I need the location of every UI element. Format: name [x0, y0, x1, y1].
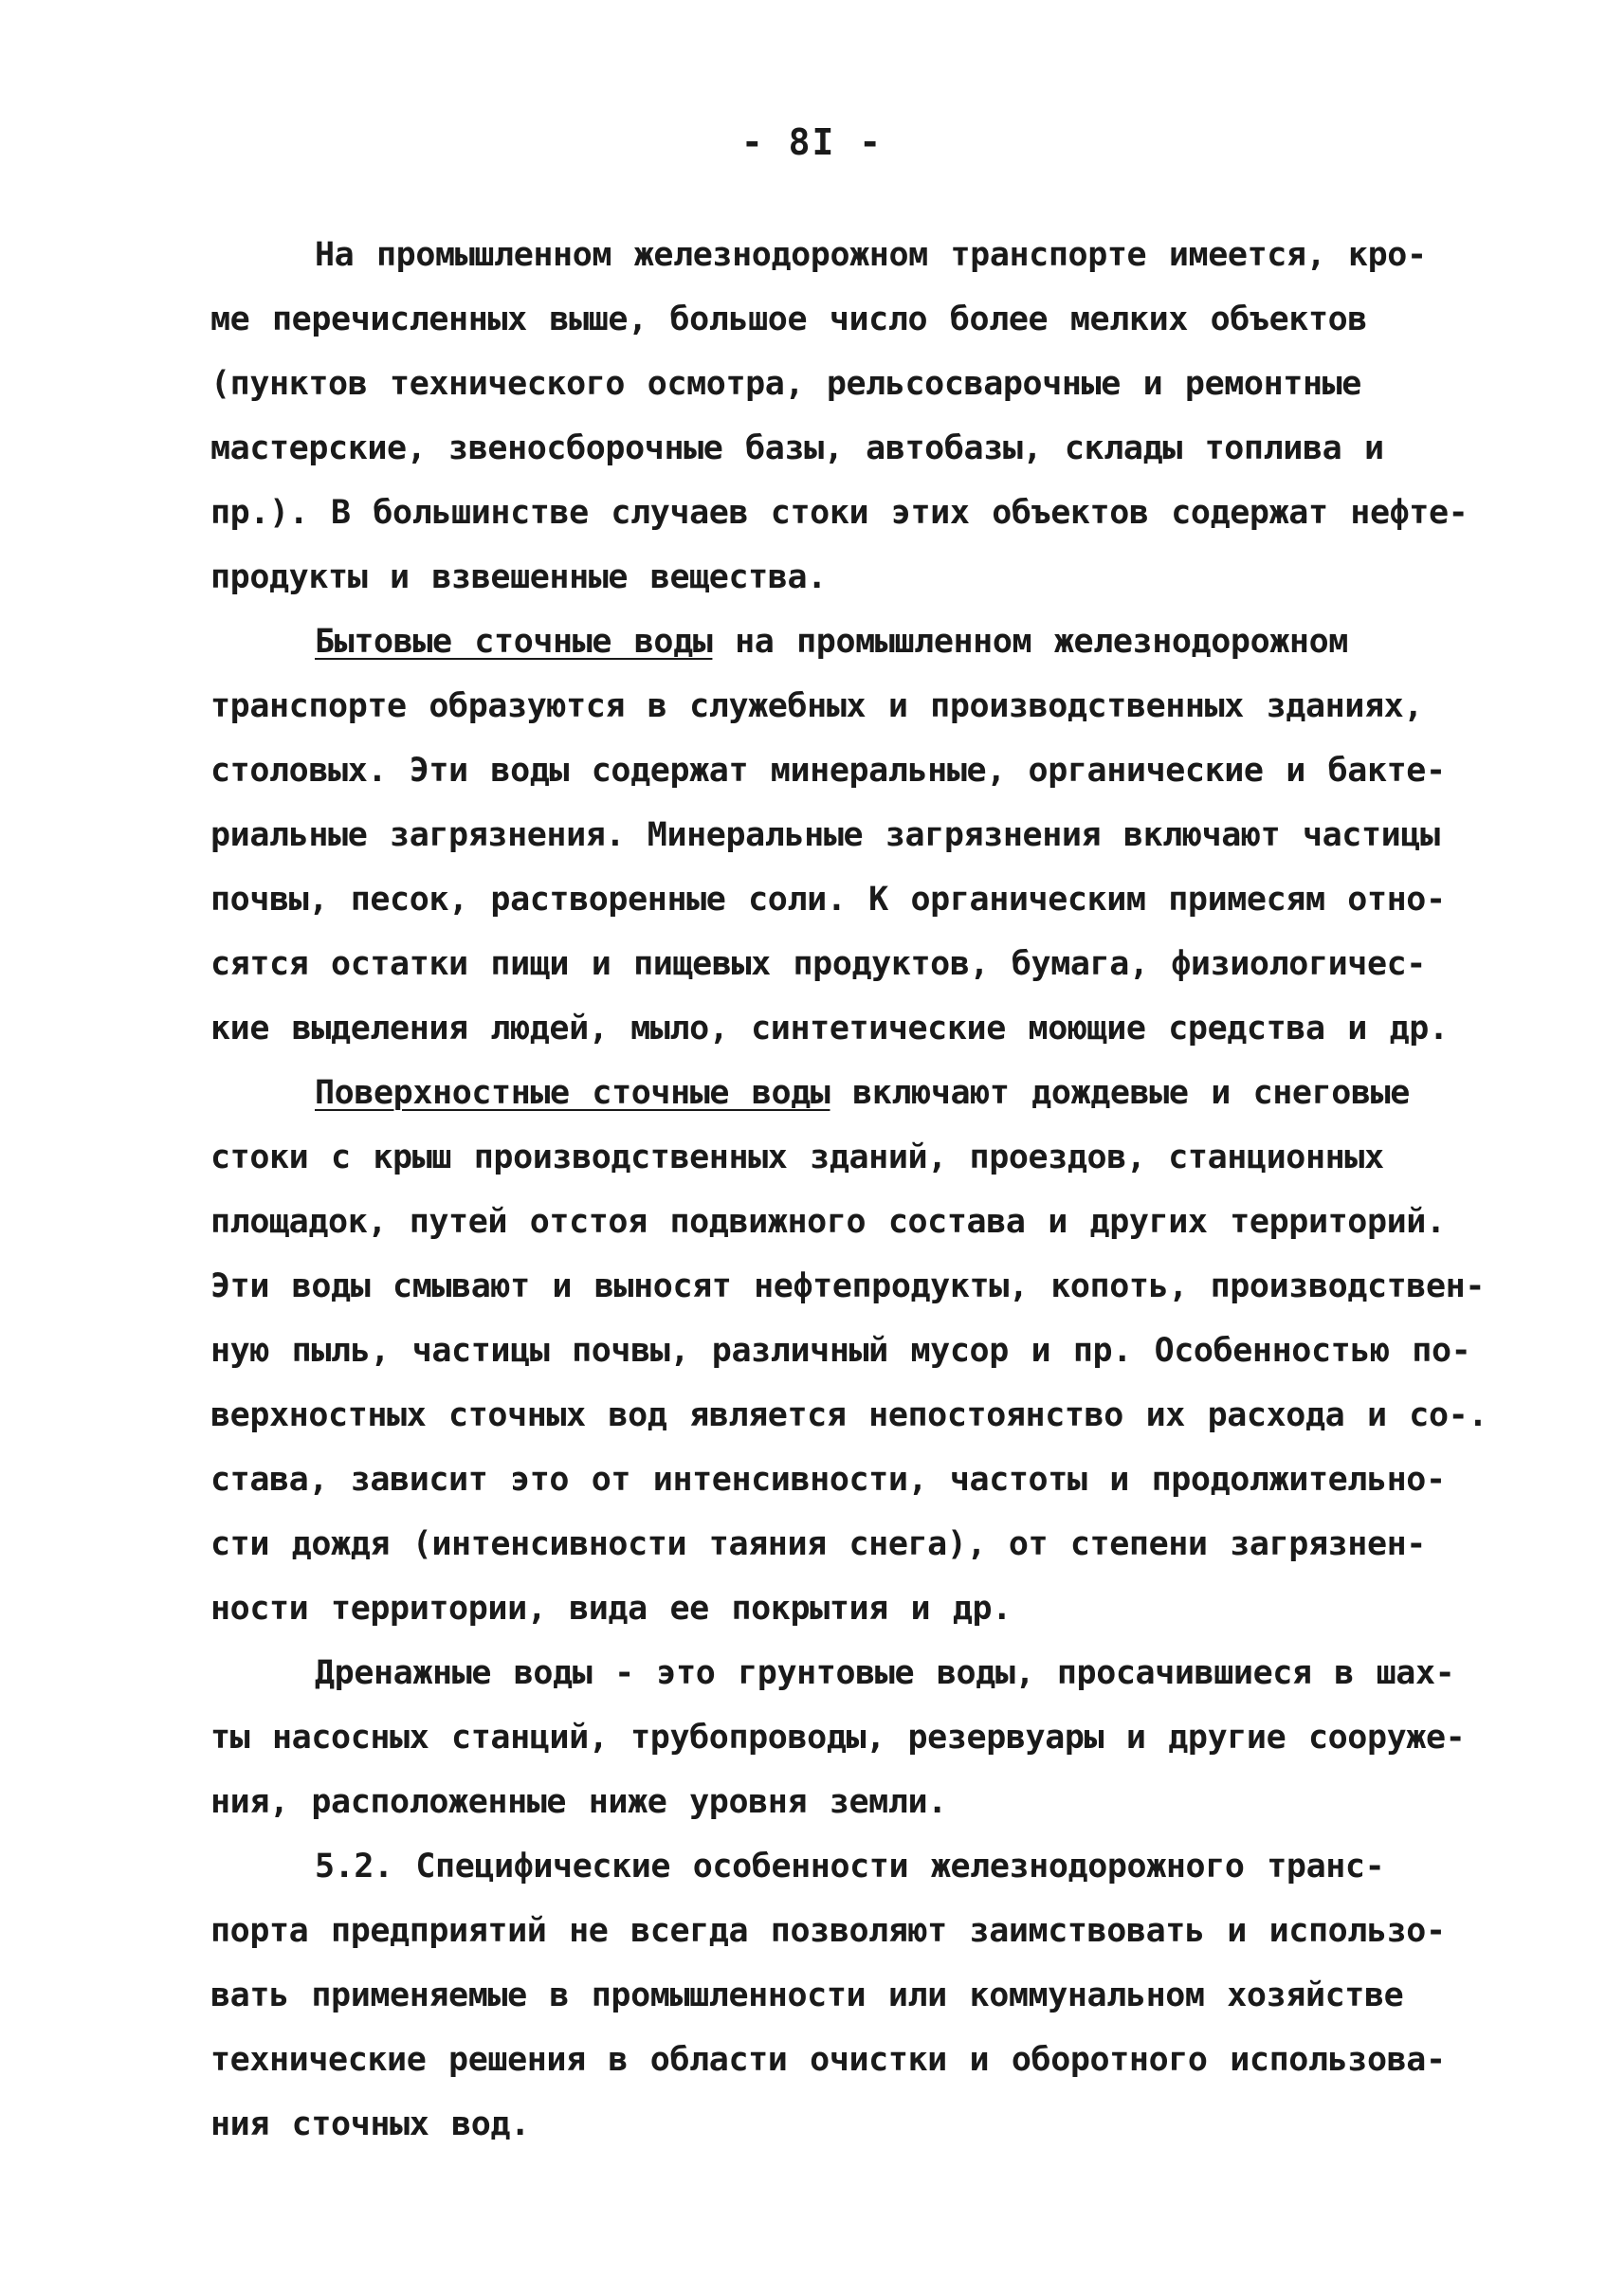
- text-line: [210, 610, 1481, 674]
- text-line: столовых. Эти воды содержат минеральные, органические и бакте-: [210, 752, 1446, 790]
- text-line: ния, расположенные ниже уровня земли.: [210, 1783, 947, 1821]
- text-line: Дренажные воды - это грунтовые воды, просачившиеся в шах-: [315, 1654, 1455, 1692]
- text-line: (пунктов технического осмотра, рельсосварочные и ремонтные: [210, 365, 1361, 403]
- paragraph-industrial-objects: [210, 223, 1481, 610]
- text-line: ты насосных станций, трубопроводы, резервуары и другие сооруже-: [210, 1719, 1466, 1757]
- text-line: става, зависит это от интенсивности, частоты и продолжительно-: [210, 1461, 1446, 1499]
- text-line: продукты и взвешенные вещества.: [210, 558, 827, 596]
- text-line: сти дождя (интенсивности таяния снега), от степени загрязнен-: [210, 1525, 1426, 1563]
- text-line: [210, 1061, 1481, 1125]
- term-household-wastewater: Бытовые сточные воды: [315, 623, 713, 661]
- text-line: Эти воды смывают и выносят нефтепродукты, копоть, производствен-: [210, 1267, 1485, 1305]
- text-line: ния сточных вод.: [210, 2105, 530, 2143]
- text-line: сятся остатки пищи и пищевых продуктов, бумага, физиологичес-: [210, 945, 1426, 983]
- text-line: вать применяемые в промышленности или коммунальном хозяйстве: [210, 1976, 1404, 2014]
- text-line: ме перечисленных выше, большое число более мелких объектов: [210, 301, 1367, 338]
- text-line: технические решения в области очистки и оборотного использова-: [210, 2041, 1446, 2079]
- text-line: площадок, путей отстоя подвижного состава и других территорий.: [210, 1203, 1446, 1241]
- text-span: включают дождевые и снеговые: [830, 1074, 1410, 1112]
- document-body: [210, 223, 1487, 2157]
- text-line: На промышленном железнодорожном транспорте имеется, кро-: [315, 236, 1427, 274]
- paragraph-drainage-water: [210, 1641, 1481, 1834]
- text-span: на промышленном железнодорожном: [712, 623, 1348, 661]
- text-line: порта предприятий не всегда позволяют заимствовать и использо-: [210, 1912, 1446, 1950]
- text-line: кие выделения людей, мыло, синтетические моющие средства и др.: [210, 1010, 1449, 1047]
- paragraph-surface-wastewater: [210, 1061, 1487, 1641]
- term-surface-wastewater: Поверхностные сточные воды: [315, 1074, 830, 1112]
- text-line: пр.). В большинстве случаев стоки этих объектов содержат нефте-: [210, 494, 1469, 532]
- text-line: транспорте образуются в служебных и производственных зданиях,: [210, 687, 1423, 725]
- text-line: ную пыль, частицы почвы, различный мусор и пр. Особенностью по-: [210, 1332, 1471, 1370]
- text-line: ности территории, вида ее покрытия и др.: [210, 1590, 1012, 1628]
- paragraph-section-5-2: [210, 1834, 1481, 2157]
- text-line: стоки с крыш производственных зданий, проездов, станционных: [210, 1138, 1384, 1176]
- text-line: верхностных сточных вод является непостоянство их расхода и со-.: [210, 1396, 1487, 1434]
- text-line: 5.2. Специфические особенности железнодорожного транс-: [315, 1848, 1385, 1885]
- text-line: риальные загрязнения. Минеральные загрязнения включают частицы: [210, 816, 1440, 854]
- paragraph-household-wastewater: [210, 610, 1481, 1061]
- text-line: мастерские, звеносборочные базы, автобазы, склады топлива и: [210, 429, 1384, 467]
- text-line: почвы, песок, растворенные соли. К органическим примесям отно-: [210, 881, 1446, 919]
- page-number: - 8I -: [740, 121, 884, 163]
